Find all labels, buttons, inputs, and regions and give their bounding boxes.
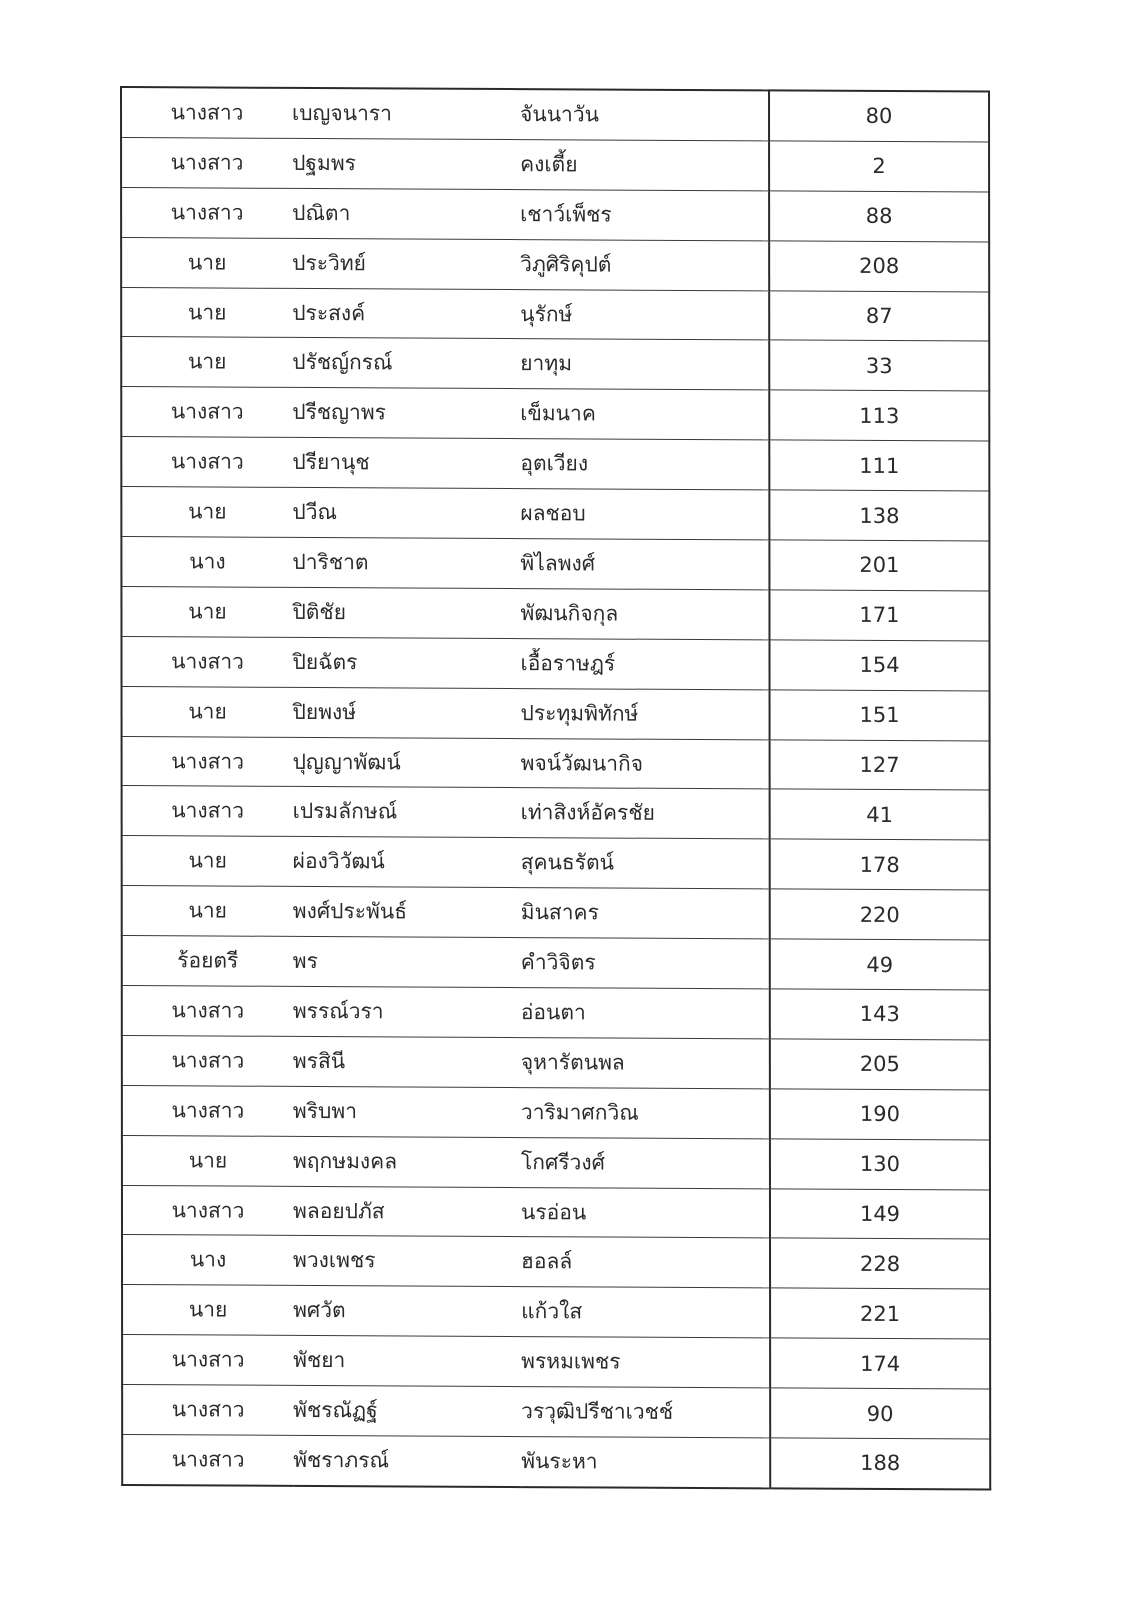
last-name-cell: ผลชอบ <box>520 489 769 540</box>
last-name-cell: นรอ่อน <box>521 1187 770 1238</box>
number-cell: 221 <box>770 1288 990 1339</box>
first-name-cell: ปฐมพร <box>292 138 520 189</box>
first-name-cell: ปณิตา <box>292 188 520 239</box>
table-row <box>121 237 989 291</box>
title-cell: นาย <box>121 237 292 288</box>
title-cell: นางสาว <box>122 1085 293 1136</box>
last-name-cell: อ่อนตา <box>521 988 770 1039</box>
last-name-cell: เชาว์เพ็ชร <box>520 189 769 240</box>
table-row <box>121 387 989 441</box>
table-row <box>121 636 989 690</box>
number-cell: 130 <box>770 1139 990 1190</box>
number-cell: 113 <box>769 390 989 441</box>
name-list-body <box>121 87 990 1489</box>
table-row <box>122 1335 990 1389</box>
table-row <box>121 87 989 142</box>
last-name-cell: มินสาคร <box>521 888 770 939</box>
title-cell: นาย <box>122 886 293 937</box>
table-row <box>122 1385 990 1439</box>
first-name-cell: เบญจนารา <box>292 88 520 140</box>
first-name-cell: ปรัชญ์กรณ์ <box>292 338 520 389</box>
title-cell: นางสาว <box>121 437 292 488</box>
number-cell: 178 <box>770 839 990 890</box>
last-name-cell: แก้วใส <box>521 1287 770 1338</box>
last-name-cell: โกศรีวงศ์ <box>521 1137 770 1188</box>
last-name-cell: เข็มนาค <box>520 389 769 440</box>
first-name-cell: ปรียานุช <box>292 438 520 489</box>
title-cell: นาง <box>121 537 292 588</box>
first-name-cell: ปรีชญาพร <box>292 388 520 439</box>
last-name-cell: พรหมเพชร <box>521 1337 770 1388</box>
table-row <box>122 1035 990 1089</box>
number-cell: 80 <box>769 90 989 142</box>
title-cell: นางสาว <box>171 1447 245 1472</box>
last-name-cell: วาริมาศกวิณ <box>521 1087 770 1138</box>
last-name-cell: จุหารัตนพล <box>521 1038 770 1089</box>
title-cell: นางสาว <box>121 137 292 188</box>
first-name-cell: เปรมลักษณ์ <box>293 787 521 838</box>
first-name-cell: ประสงค์ <box>292 288 520 339</box>
last-name-cell: พจน์วัฒนากิจ <box>521 738 770 789</box>
number-cell: 41 <box>770 789 990 840</box>
first-name-cell: ผ่องวิวัฒน์ <box>293 837 521 888</box>
number-cell: 201 <box>769 540 989 591</box>
last-name-cell: จันนาวัน <box>520 89 769 141</box>
last-name-cell: ยาทุม <box>520 339 769 390</box>
last-name-cell: พัฒนกิจกุล <box>520 588 769 639</box>
first-name-cell: พริบพา <box>293 1086 521 1137</box>
title-cell: นาย <box>122 836 293 887</box>
title-cell: นาย <box>122 1285 293 1336</box>
title-cell: นางสาว <box>121 636 292 687</box>
first-name-cell: พัชยา <box>293 1336 521 1387</box>
table-row <box>121 487 989 541</box>
table-row <box>121 586 989 640</box>
title-cell: นางสาว <box>121 187 292 238</box>
first-name-cell: พรสินี <box>293 1036 521 1087</box>
number-cell: 111 <box>769 440 989 491</box>
last-name-cell: นุรักษ์ <box>520 289 769 340</box>
number-cell: 127 <box>770 739 990 790</box>
table-row <box>122 686 990 740</box>
first-name-cell: พงศ์ประพันธ์ <box>293 887 521 938</box>
first-name-cell: พฤกษมงคล <box>293 1136 521 1187</box>
number-cell: 154 <box>769 640 989 691</box>
table-row <box>122 986 990 1040</box>
table-row <box>121 187 989 241</box>
first-name-cell: ประวิทย์ <box>292 238 520 289</box>
table-row <box>122 1085 990 1139</box>
title-cell: นางสาว <box>121 87 292 138</box>
title-cell: นาย <box>122 686 293 737</box>
table-row <box>122 1185 990 1239</box>
name-list-table <box>120 86 991 1490</box>
number-cell: 33 <box>769 340 989 391</box>
table-row <box>121 437 989 491</box>
table-row <box>122 736 990 790</box>
number-cell: 49 <box>770 939 990 990</box>
table-row <box>122 836 990 890</box>
title-cell: นาย <box>121 337 292 388</box>
table-row <box>121 337 989 391</box>
last-name-cell: ประทุมพิทักษ์ <box>521 688 770 739</box>
number-cell: 88 <box>769 191 989 242</box>
number-cell: 2 <box>769 141 989 192</box>
document-page <box>120 86 991 1490</box>
first-name-cell: ปาริชาต <box>292 537 520 588</box>
title-cell: นาย <box>121 586 292 637</box>
last-name-cell: พิไลพงศ์ <box>520 539 769 590</box>
table-row <box>122 936 990 990</box>
title-cell: นางสาว <box>122 786 293 837</box>
first-name-cell: ปวีณ <box>292 488 520 539</box>
title-cell: นาย <box>121 287 292 338</box>
last-name-cell: อุตเวียง <box>520 439 769 490</box>
table-row <box>121 537 989 591</box>
title-cell: นางสาว <box>122 1035 293 1086</box>
first-name-cell: ปิยพงษ์ <box>293 687 521 738</box>
title-cell: นางสาว <box>122 1385 293 1436</box>
number-cell: 151 <box>770 690 990 741</box>
title-cell: นางสาว <box>122 736 293 787</box>
table-row <box>122 1235 990 1289</box>
first-name-cell: ปิยฉัตร <box>292 637 520 688</box>
last-name-cell: สุคนธรัตน์ <box>521 838 770 889</box>
last-name-cell: เท่าสิงห์อัครชัย <box>521 788 770 839</box>
title-cell: นางสาว <box>122 1185 293 1236</box>
last-name-cell: วรวุฒิปรีชาเวชช์ <box>521 1387 770 1438</box>
table-row <box>122 786 990 840</box>
number-cell: 205 <box>770 1039 990 1090</box>
table-row <box>121 137 989 191</box>
last-name-cell: คงเตี้ย <box>520 139 769 190</box>
number-cell: 220 <box>770 889 990 940</box>
title-cell: นาย <box>121 487 292 538</box>
first-name-cell: ปิติชัย <box>292 587 520 638</box>
number-cell: 188 <box>770 1438 990 1490</box>
table-row <box>122 1435 990 1490</box>
table-row <box>122 1285 990 1339</box>
last-name-cell: ฮอลล์ <box>521 1237 770 1288</box>
first-name-cell: พัชราภรณ์ <box>293 1447 389 1473</box>
title-cell: ร้อยตรี <box>122 936 293 987</box>
last-name-cell: พันระหา <box>521 1449 598 1474</box>
first-name-cell: พลอยปภัส <box>293 1186 521 1237</box>
number-cell: 90 <box>770 1388 990 1439</box>
last-name-cell: วิภูศิริคุปต์ <box>520 239 769 290</box>
first-name-cell: พศวัต <box>293 1286 521 1337</box>
number-cell: 228 <box>770 1238 990 1289</box>
table-row <box>121 287 989 341</box>
title-cell: นางสาว <box>122 986 293 1037</box>
number-cell: 190 <box>770 1089 990 1140</box>
number-cell: 149 <box>770 1188 990 1239</box>
last-name-cell: คำวิจิตร <box>521 938 770 989</box>
number-cell: 171 <box>769 590 989 641</box>
title-cell: นาย <box>122 1135 293 1186</box>
first-name-cell: ปุญญาพัฒน์ <box>293 737 521 788</box>
first-name-cell: พร <box>293 937 521 988</box>
number-cell: 208 <box>769 241 989 292</box>
number-cell: 138 <box>769 490 989 541</box>
table-row <box>122 1135 990 1189</box>
last-name-cell: เอื้อราษฎร์ <box>520 638 769 689</box>
title-cell: นาง <box>122 1235 293 1286</box>
first-name-cell: พรรณ์วรา <box>293 986 521 1037</box>
title-cell: นางสาว <box>122 1335 293 1386</box>
table-row <box>122 886 990 940</box>
first-name-cell: พัชรณัฏฐ์ <box>293 1386 521 1437</box>
number-cell: 143 <box>770 989 990 1040</box>
first-name-cell: พวงเพชร <box>293 1236 521 1287</box>
number-cell: 174 <box>770 1338 990 1389</box>
title-cell: นางสาว <box>121 387 292 438</box>
number-cell: 87 <box>769 290 989 341</box>
